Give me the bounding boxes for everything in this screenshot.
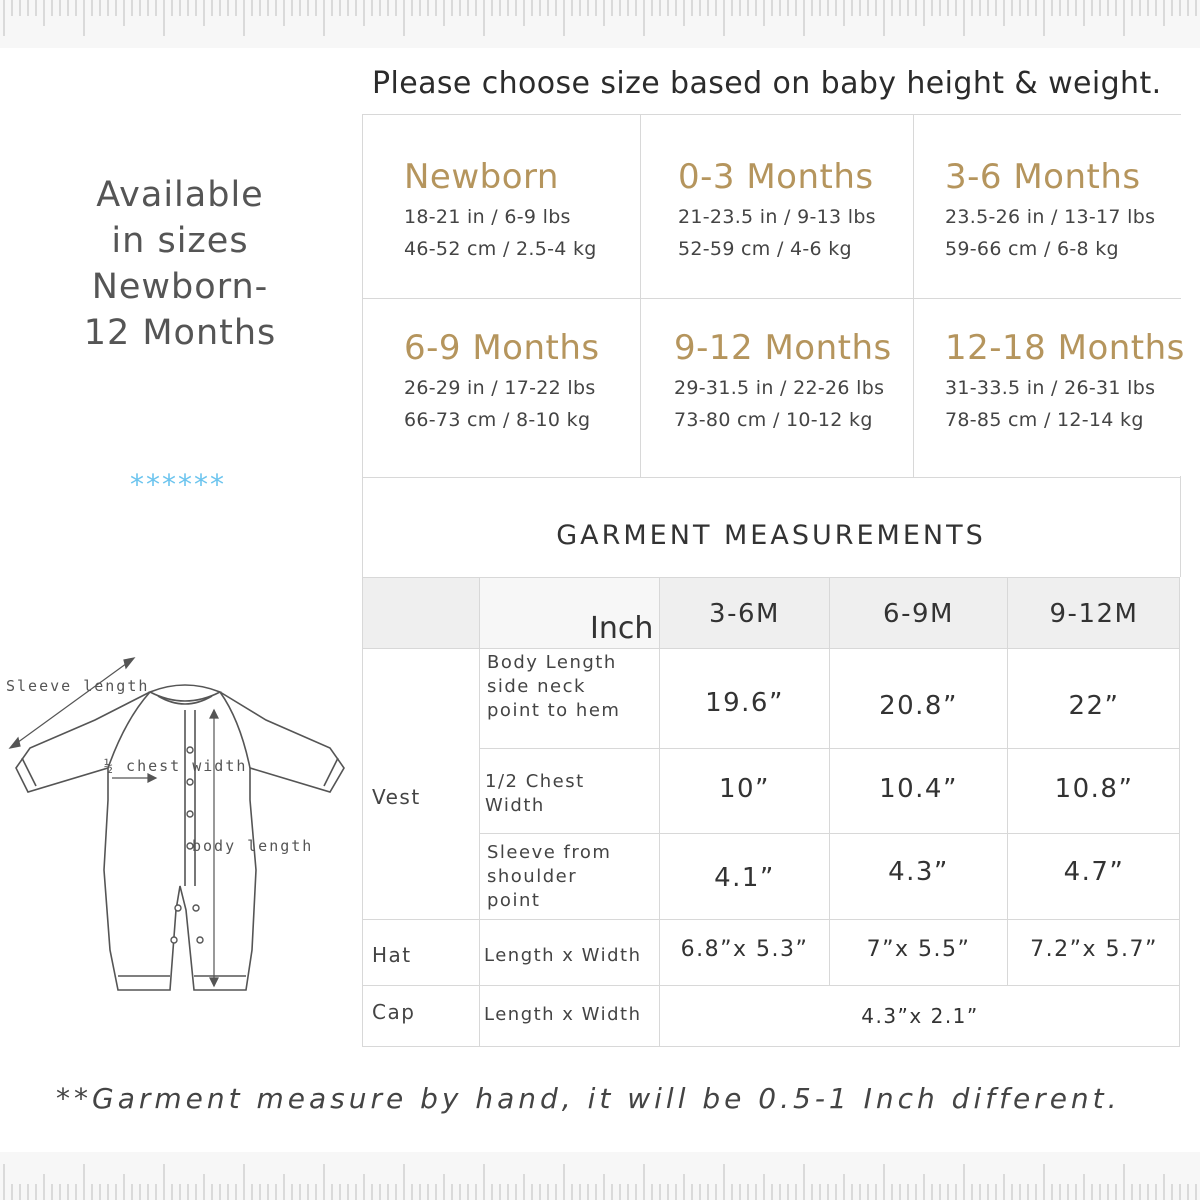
size-cell-0-3-months xyxy=(640,115,913,298)
size-metric: 66-73 cm / 8-10 kg xyxy=(404,409,591,431)
size-name: 9-12 Months xyxy=(674,328,892,368)
measurement-value: 7.2”x 5.7” xyxy=(1030,937,1158,962)
row-label: Length x Width xyxy=(484,1004,642,1025)
measurement-value: 10.4” xyxy=(879,774,958,804)
column-header: 9-12M xyxy=(1049,599,1139,629)
unit-header: Inch xyxy=(590,611,654,646)
size-cell-9-12-months xyxy=(640,298,913,477)
size-imperial: 21-23.5 in / 9-13 lbs xyxy=(678,206,876,228)
size-name: 6-9 Months xyxy=(404,328,600,368)
size-metric: 73-80 cm / 10-12 kg xyxy=(674,409,873,431)
size-metric: 46-52 cm / 2.5-4 kg xyxy=(404,238,597,260)
measurement-value: 22” xyxy=(1068,691,1120,721)
measurement-value: 4.1” xyxy=(714,863,775,893)
size-name: 12-18 Months xyxy=(945,328,1185,368)
size-metric: 52-59 cm / 4-6 kg xyxy=(678,238,852,260)
size-cell-3-6-months xyxy=(913,115,1181,298)
availability-line: Newborn- xyxy=(91,267,269,307)
chest-width-label: ½ chest width xyxy=(104,757,248,775)
measurement-value: 4.3” xyxy=(888,857,949,887)
size-imperial: 23.5-26 in / 13-17 lbs xyxy=(945,206,1156,228)
size-name: 3-6 Months xyxy=(945,157,1141,197)
size-imperial: 29-31.5 in / 22-26 lbs xyxy=(674,377,885,399)
measurement-value: 20.8” xyxy=(879,691,958,721)
size-imperial: 26-29 in / 17-22 lbs xyxy=(404,377,596,399)
availability-line: 12 Months xyxy=(83,313,277,353)
measurement-value: 4.7” xyxy=(1063,857,1125,887)
size-metric: 78-85 cm / 12-14 kg xyxy=(945,409,1144,431)
snowflake-decoration: ****** xyxy=(130,468,226,501)
ruler-bottom-decoration xyxy=(0,1152,1200,1200)
size-instruction: Please choose size based on baby height & weight. xyxy=(372,66,1162,101)
size-imperial: 18-21 in / 6-9 lbs xyxy=(404,206,571,228)
row-label: Sleeve from shoulder point xyxy=(487,842,612,911)
group-label-vest: Vest xyxy=(372,785,421,809)
group-label-hat: Hat xyxy=(372,943,412,967)
body-length-label: body length xyxy=(192,837,314,855)
size-metric: 59-66 cm / 6-8 kg xyxy=(945,238,1119,260)
size-name: 0-3 Months xyxy=(678,157,874,197)
column-header: 3-6M xyxy=(709,599,780,629)
size-cell-12-18-months xyxy=(913,298,1185,477)
size-imperial: 31-33.5 in / 26-31 lbs xyxy=(945,377,1156,399)
size-cell-newborn xyxy=(363,115,640,298)
size-chart-grid xyxy=(362,114,1185,477)
group-label-cap: Cap xyxy=(372,1000,416,1024)
garment-measurements-title: GARMENT MEASUREMENTS xyxy=(556,520,986,551)
size-name: Newborn xyxy=(404,157,559,197)
measurement-value: 7”x 5.5” xyxy=(866,937,971,962)
measurement-value: 19.6” xyxy=(705,688,784,718)
row-label: Length x Width xyxy=(484,945,642,966)
measurement-disclaimer: **Garment measure by hand, it will be 0.5-1 Inch different. xyxy=(56,1082,1121,1115)
measurement-value: 6.8”x 5.3” xyxy=(680,937,809,962)
measurement-table xyxy=(362,577,1180,1047)
ruler-top-decoration xyxy=(0,0,1200,48)
measurement-value: 4.3”x 2.1” xyxy=(861,1004,979,1028)
measurement-value: 10.8” xyxy=(1054,774,1134,804)
availability-note xyxy=(60,172,300,356)
measurement-value: 10” xyxy=(718,774,771,804)
sleeve-length-label: Sleeve length xyxy=(6,677,150,695)
romper-diagram xyxy=(0,650,362,1010)
size-cell-6-9-months xyxy=(363,298,640,477)
row-label: Body Length side neck point to hem xyxy=(487,652,621,721)
availability-line: in sizes xyxy=(111,221,249,261)
row-label: 1/2 Chest Width xyxy=(485,771,585,816)
availability-line: Available xyxy=(96,175,264,215)
column-header: 6-9M xyxy=(883,599,954,629)
